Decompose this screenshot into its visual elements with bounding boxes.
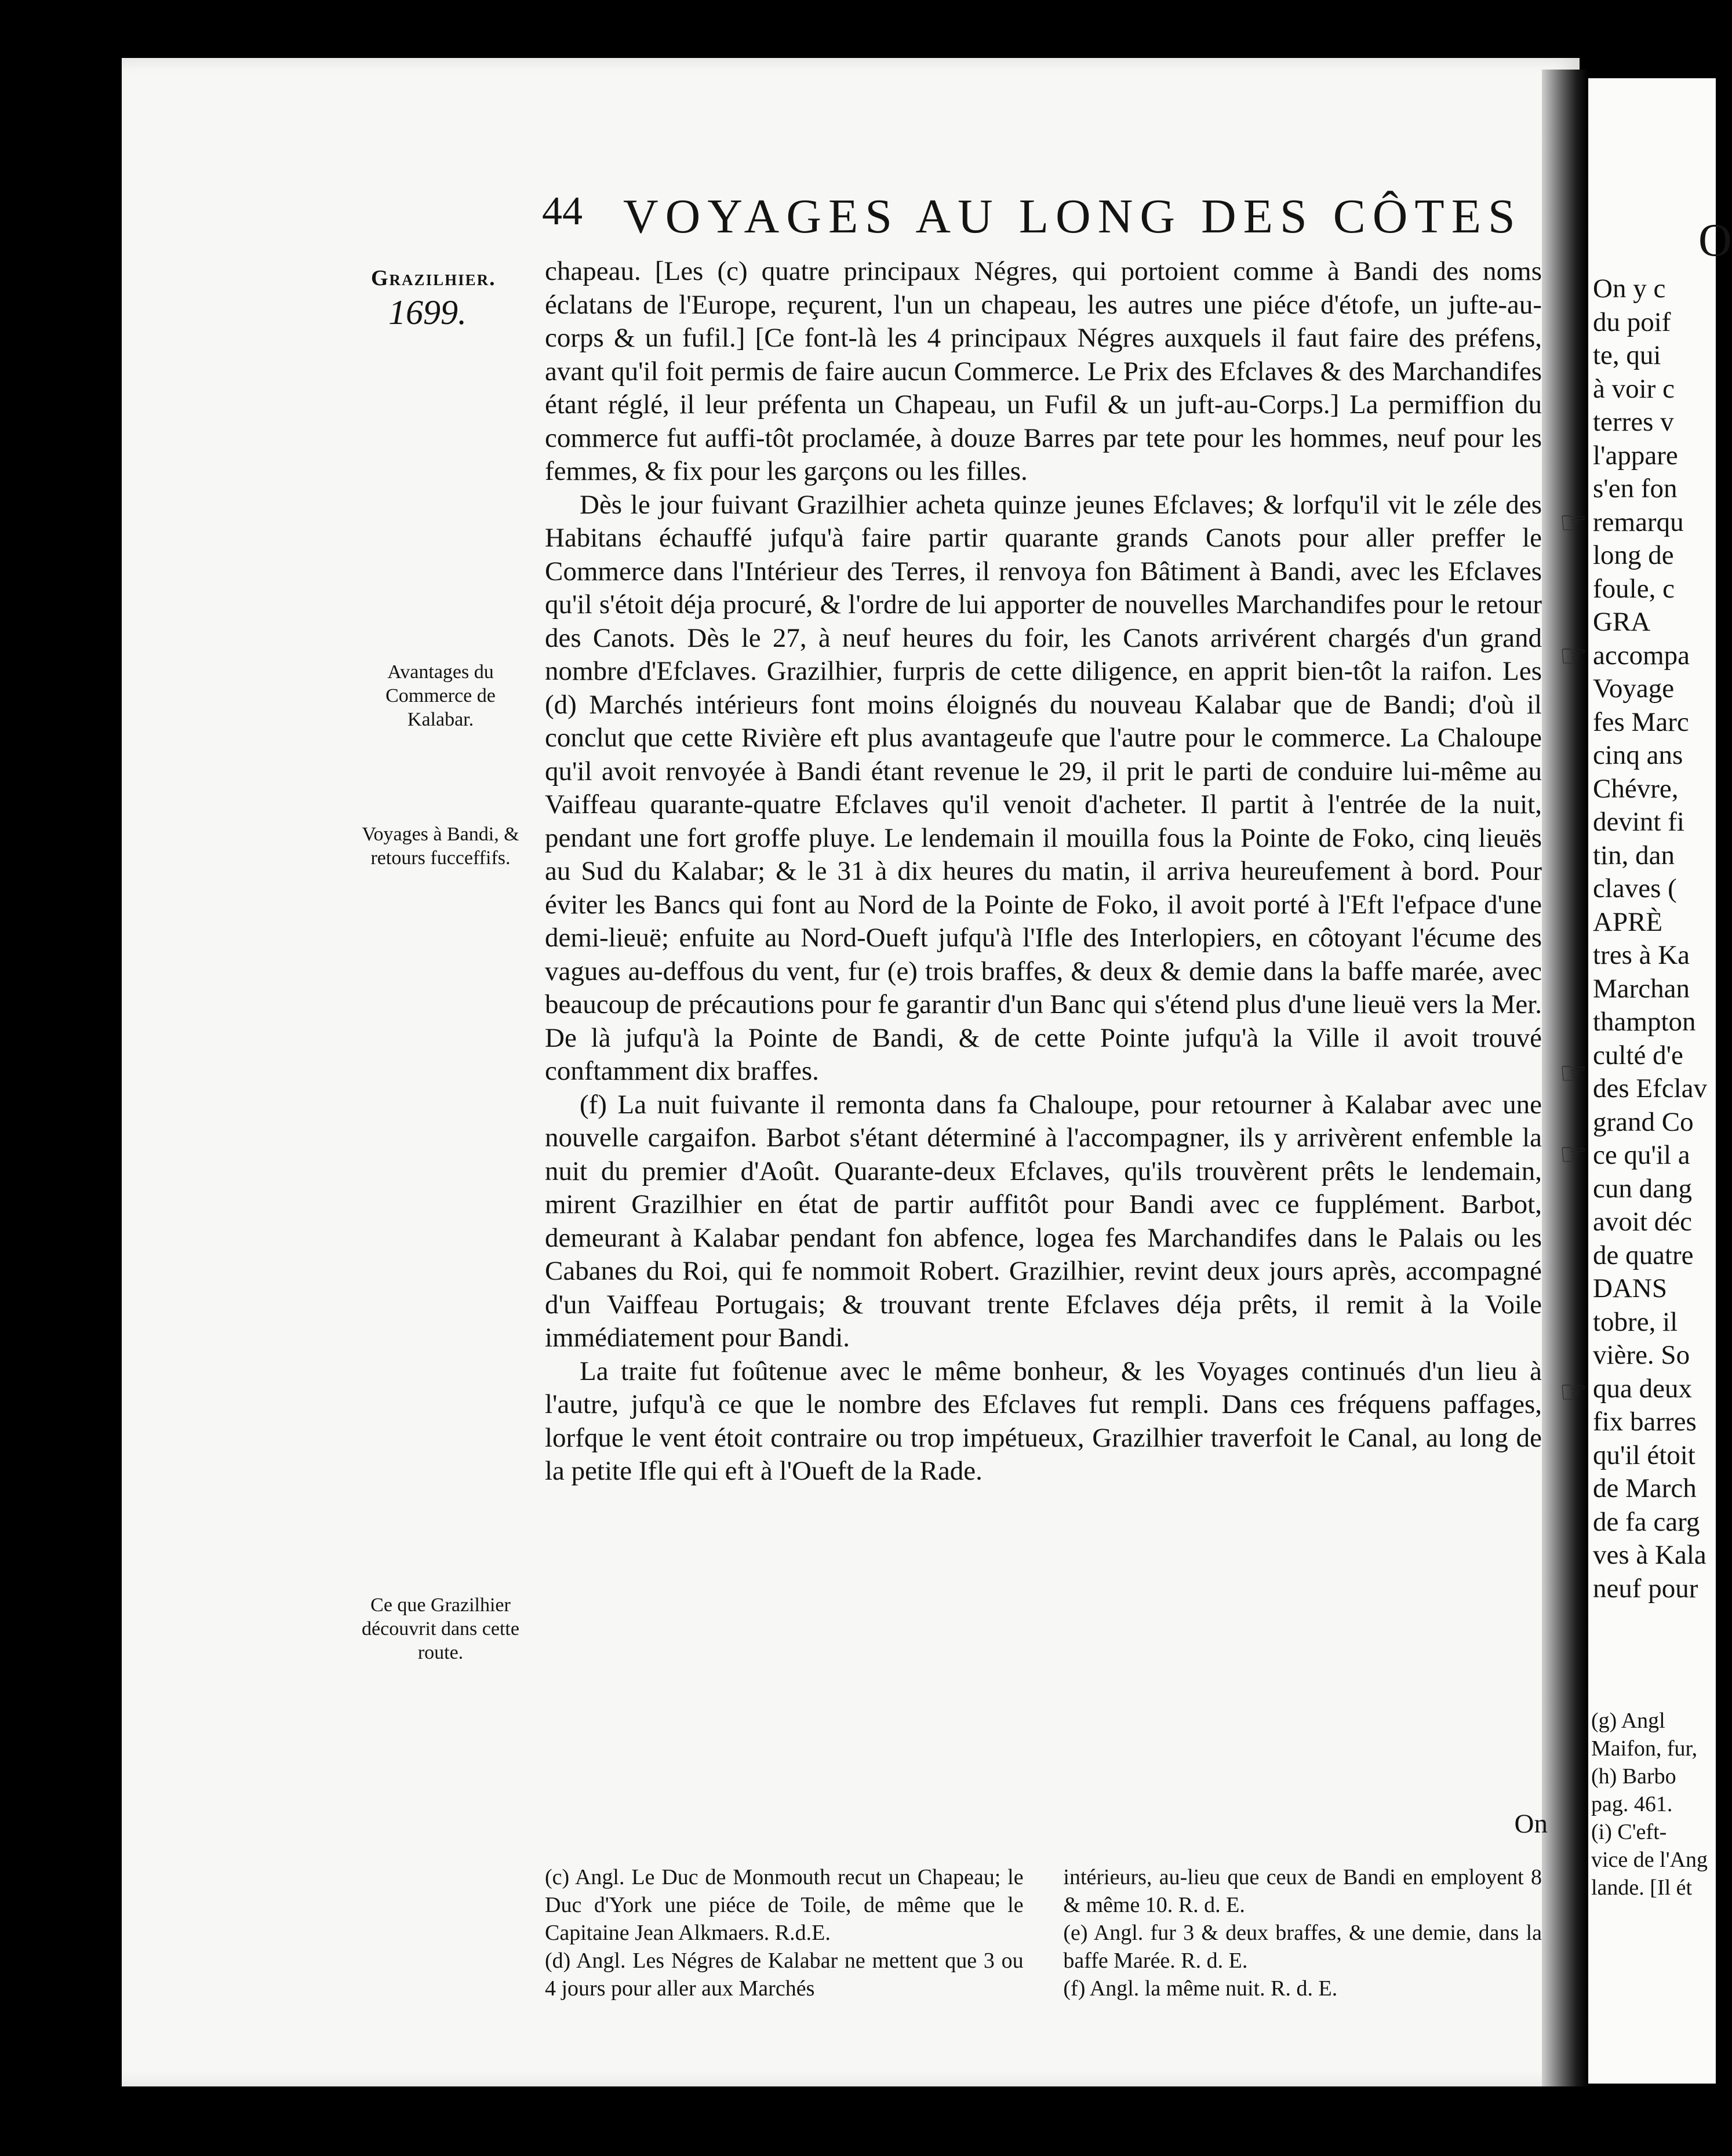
pointing-hand-icon: ☞ — [1559, 639, 1588, 673]
paragraph: Dès le jour fuivant Grazilhier acheta quinze jeunes Efclaves; & lorfqu'il vit le zéle des Habitans échauffé jufqu'à faire partir quarante grands Canots pour aller preffer le Commerce dans l'Intérieur des Terres, il renvoya fon Bâtiment à Bandi, avec les Efclaves qu'il s'étoit déja procuré, & l'ordre de lui apporter de nouvelles Marchandifes pour le retour des Canots. Dès le 27, à neuf heures du foir, les Canots arrivérent chargés d'un grand nombre d'Efclaves. Grazilhier, furpris de cette diligence, en apprit bien-tôt la raifon. Les (d) Marchés intérieurs font moins éloignés du nouveau Kalabar que de Bandi; d'où il conclut que cette Rivière eft plus avantageufe que l'autre pour le commerce. La Chaloupe qu'il avoit renvoyée à Bandi étant revenue le 29, il prit le parti de conduire lui-même au Vaiffeau quarante-quatre Efclaves qu'il venoit d'acheter. Il partit à l'entrée de la nuit, pendant une fort groffe pluye. Le lendemain il mouilla fous la Pointe de Foko, cinq lieuës au Sud du Kalabar; & le 31 à dix heures du matin, il arriva heureufement à bord. Pour éviter les Bancs qui font au Nord de la Pointe de Foko, il avoit porté à l'Eft l'efpace d'une demi-lieuë; enfuite au Nord-Oueft jufqu'à l'Ifle des Interlopiers, en côtoyant l'écume des vagues au-deffous du vent, fur (e) trois braffes, & deux & demie dans la baffe marée, avec beaucoup de précautions pour fe garantir d'un Banc qui s'étend plus d'une lieuë vers la Mer. De là jufqu'à la Pointe de Bandi, & de cette Pointe jufqu'à la Ville il avoit trouvé conftamment dix braffes. — [545, 489, 1542, 1086]
right-page-line: vière. So — [1593, 1340, 1690, 1370]
right-page-line: ce qu'il a — [1593, 1140, 1690, 1170]
right-page-line: long de — [1593, 540, 1674, 570]
margin-note: Voyages à Bandi, & retours fucceffifs. — [362, 824, 519, 869]
margin-note: Ce que Grazilhier découvrit dans cette route. — [362, 1594, 519, 1663]
right-page-line: Voyage — [1593, 673, 1675, 704]
right-page-line: terres v — [1593, 407, 1674, 437]
paragraph: La traite fut foûtenue avec le même bonheur, & les Voyages continués d'un lieu à l'autre, jufqu'à ce que le nombre des Efclaves fut rempli. Dans ces fréquens paffages, lorfque le vent étoit contraire ou trop impétueux, Grazilhier traverfoit le Canal, au long de la petite Ifle qui eft à l'Oueft de la Rade. — [545, 1356, 1542, 1486]
footnote: (e) Angl. fur 3 & deux braffes, & une demie, dans la baffe Marée. R. d. E. — [1063, 1921, 1542, 1973]
right-page-footnote-line: pag. 461. — [1591, 1792, 1673, 1816]
right-page-text — [1593, 272, 1715, 1605]
right-page-line: claves ( — [1593, 873, 1677, 904]
paragraph: chapeau. [Les (c) quatre principaux Négres, qui portoient comme à Bandi des noms éclatans de l'Europe, reçurent, l'un un chapeau, les autres une piéce d'étofe, un jufte-au-corps & un fufil.] [Ce font-là les 4 principaux Négres auxquels il faut faire des préfens, avant qu'il foit permis de faire aucun Commerce. Le Prix des Efclaves & des Marchandifes étant réglé, il leur préfenta un Chapeau, un Fufil & un juft-au-Corps.] La permiffion du commerce fut auffi-tôt proclamée, à douze Barres par tete pour les hommes, neuf pour les femmes, & fix pour les garçons ou les filles. — [545, 256, 1542, 486]
right-page-line: GRA — [1593, 607, 1651, 637]
pointing-hand-icon: ☞ — [1559, 1375, 1588, 1410]
right-page-line: On y c — [1593, 274, 1666, 304]
right-page-line: accompa — [1593, 640, 1690, 671]
footnote: (c) Angl. Le Duc de Monmouth recut un Chapeau; le Duc d'York une piéce de Toile, de même que le Capitaine Jean Alkmaers. R.d.E. — [545, 1865, 1024, 1945]
right-page-footnote-line: (g) Angl — [1591, 1709, 1665, 1733]
right-page-line: qua deux — [1593, 1373, 1692, 1404]
footnotes-right — [1063, 1863, 1542, 2002]
margin-note: Avantages du Commerce de Kalabar. — [385, 661, 496, 730]
right-page-footnote-line: (h) Barbo — [1591, 1764, 1676, 1789]
right-page-line: neuf pour — [1593, 1573, 1698, 1604]
footnote: intérieurs, au-lieu que ceux de Bandi en employent 8 & même 10. R. d. E. — [1063, 1865, 1542, 1917]
right-page-line: DANS — [1593, 1273, 1667, 1303]
right-page-line: avoit déc — [1593, 1207, 1692, 1237]
catchword: On — [1514, 1809, 1548, 1839]
right-page-line: tres à Ka — [1593, 940, 1690, 970]
right-page-footnote-line: (i) C'eft- — [1591, 1820, 1667, 1844]
footnote: (f) Angl. la même nuit. R. d. E. — [1063, 1976, 1338, 2001]
right-page-line: Chévre, — [1593, 773, 1679, 804]
right-page-line: l'appare — [1593, 440, 1678, 471]
paragraph: (f) La nuit fuivante il remonta dans fa Chaloupe, pour retourner à Kalabar avec une nouvelle cargaifon. Barbot s'étant déterminé à l'accompagner, ils y arrivèrent enfemble la nuit du premier d'Août. Quarante-deux Efclaves, qu'ils trouvèrent prêts le lendemain, mirent Grazilhier en état de partir auffitôt pour Bandi avec ce fupplément. Barbot, demeurant à Kalabar pendant fon abfence, logea fes Marchandifes dans le Palais ou les Cabanes du Roi, qui fe nommoit Robert. Grazilhier, revint deux jours après, accompagné d'un Vaiffeau Portugais; & trouvant trente Efclaves déja prêts, il remit à la Voile immédiatement pour Bandi. — [545, 1089, 1542, 1353]
right-page-line: ves à Kala — [1593, 1540, 1706, 1570]
footnote: (d) Angl. Les Négres de Kalabar ne mettent que 3 ou 4 jours pour aller aux Marchés — [545, 1949, 1024, 2001]
right-page-line: te, qui — [1593, 340, 1661, 370]
right-page-line: fix barres — [1593, 1407, 1697, 1437]
right-page-line: APRÈ — [1593, 906, 1663, 937]
right-page-line: cinq ans — [1593, 740, 1683, 770]
right-page-heading: O — [1698, 215, 1732, 266]
right-page-line: s'en fon — [1593, 474, 1678, 504]
right-page-footnote-line: vice de l'Ang — [1591, 1848, 1708, 1872]
footnotes — [545, 1863, 1542, 2002]
pointing-hand-icon: ☞ — [1559, 1056, 1588, 1091]
right-page-line: des Efclav — [1593, 1073, 1708, 1104]
right-page-line: de quatre — [1593, 1240, 1694, 1270]
pointing-hand-icon: ☞ — [1559, 1137, 1588, 1172]
right-page-line: à voir c — [1593, 373, 1675, 404]
right-page-line: tin, dan — [1593, 840, 1675, 871]
footnotes-left — [545, 1863, 1024, 2002]
right-page-line: tobre, il — [1593, 1306, 1678, 1337]
right-page-line: grand Co — [1593, 1106, 1694, 1137]
pointing-hand-icon: ☞ — [1559, 505, 1588, 540]
right-page-line: de March — [1593, 1473, 1697, 1503]
right-page-line: Marchan — [1593, 973, 1690, 1004]
right-page-footnote-line: lande. [Il ét — [1591, 1875, 1693, 1900]
running-title: VOYAGES AU LONG DES CÔTES — [623, 190, 1522, 243]
page-number: 44 — [542, 189, 583, 234]
margin-name: Grazilhier. — [371, 266, 496, 290]
right-page-line: de fa carg — [1593, 1506, 1700, 1537]
right-page-line: devint fi — [1593, 807, 1684, 837]
right-page-line: culté d'e — [1593, 1040, 1683, 1070]
right-page-footnotes — [1591, 1707, 1716, 1902]
main-text — [545, 255, 1542, 1488]
right-page-footnote-line: Maifon, fur, — [1591, 1736, 1698, 1761]
margin-year: 1699. — [388, 293, 467, 332]
right-page-line: thampton — [1593, 1007, 1696, 1037]
right-page-line: remarqu — [1593, 507, 1684, 537]
right-page-line: fes Marc — [1593, 706, 1689, 737]
page-header — [542, 188, 1522, 246]
right-page-line: foule, c — [1593, 573, 1675, 604]
right-page-line: qu'il étoit — [1593, 1440, 1695, 1470]
right-page-line: cun dang — [1593, 1173, 1692, 1204]
right-page-line: du poif — [1593, 307, 1671, 337]
